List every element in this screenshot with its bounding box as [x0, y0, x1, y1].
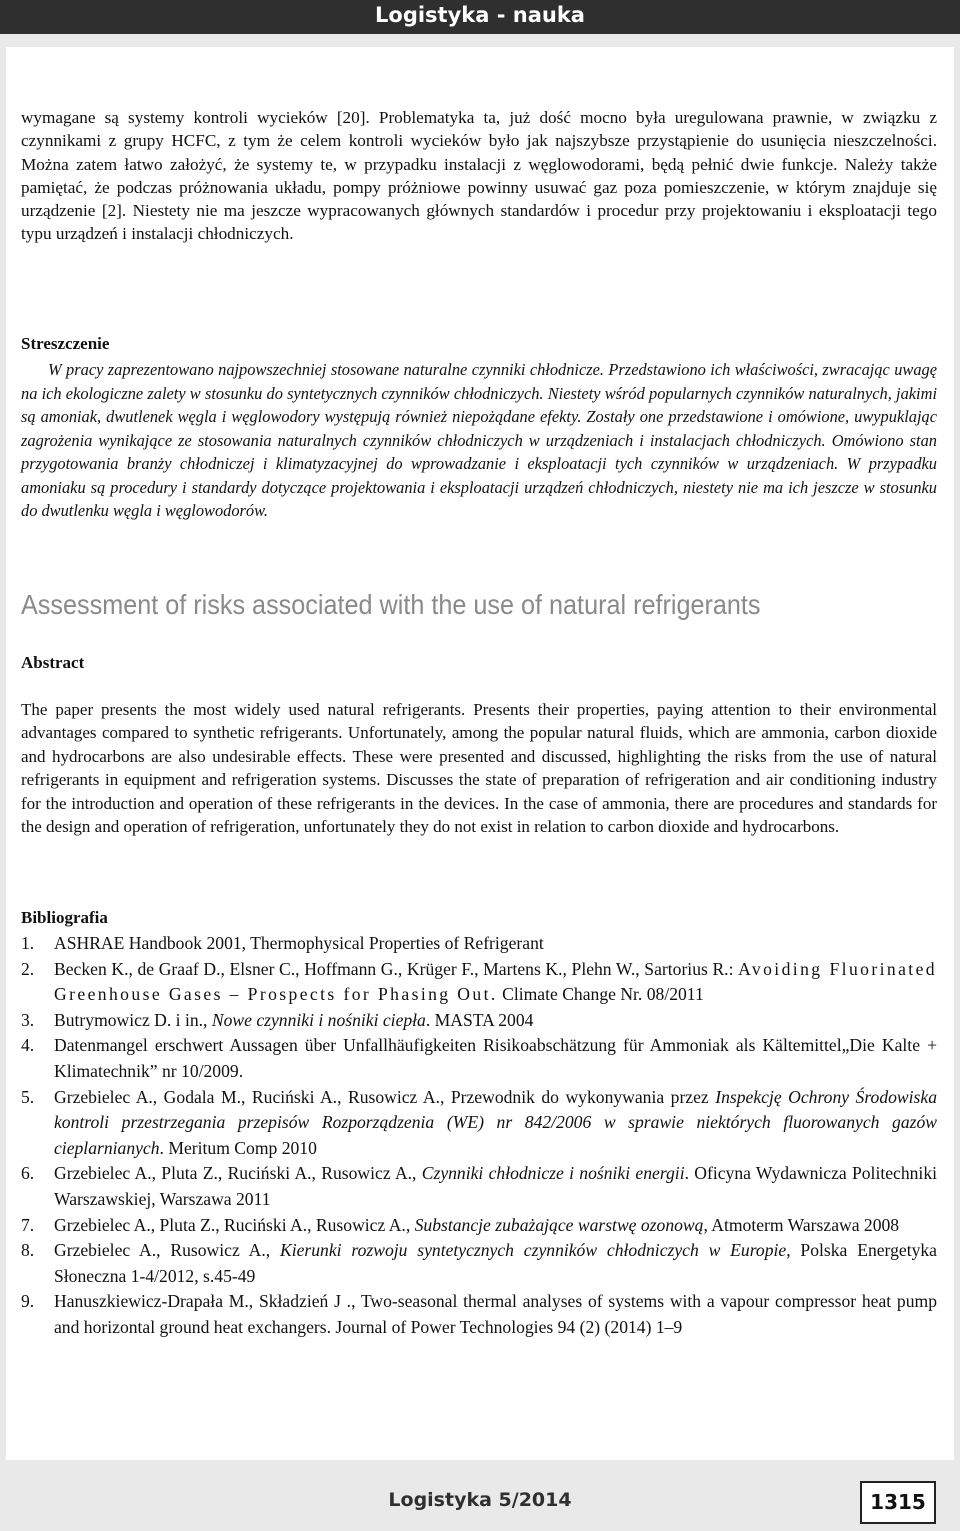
bib-rest: . Meritum Comp 2010: [159, 1137, 317, 1158]
bibliography-item: [21, 1289, 937, 1340]
abstract-heading: Abstract: [21, 653, 85, 672]
bibliography-item: [21, 1213, 937, 1239]
bibliography-item: [21, 1008, 937, 1034]
journal-header-title: Logistyka - nauka: [375, 3, 585, 27]
bib-title: Nowe czynniki i nośniki ciepła: [211, 1009, 426, 1030]
bib-text: Datenmangel erschwert Aussagen über Unfallhäufigkeiten Risikoabschätzung für Ammoniak als Kältemittel„Die Kalte + Klimatechnik” nr 10/2009.: [54, 1035, 937, 1081]
bibliography-item: [21, 1161, 937, 1212]
bib-text: ASHRAE Handbook 2001, Thermophysical Properties of Refrigerant: [54, 933, 544, 953]
bib-title: Inspekcję Ochrony Środowiska kontroli przestrzegania przepisów Rozporządzenia (WE) nr 842/2006 w sprawie niektórych fluorowanych gazów cieplarnianych: [54, 1086, 937, 1158]
bibliography-heading: Bibliografia: [21, 908, 108, 927]
streszczenie-text: W pracy zaprezentowano najpowszechniej stosowane naturalne czynniki chłodnicze. Przedstawiono ich właściwości, zwracając uwagę na ich ekologiczne zalety w stosunku do syntetycznych czynników chłodniczych. Niestety wśród popularnych czynników naturalnych, jakimi są amoniak, dwutlenek węgla i węglowodory występują również niepożądane efekty. Zostały one przedstawione i omówione, uwypuklając zagrożenia wynikające ze stosowania naturalnych czynników chłodniczych w urządzeniach i instalacjach chłodniczych. Omówiono stan przygotowania branży chłodniczej i klimatyzacyjnej do wprowadzanie i eksploatacji tych czynników w urządzeniach. W przypadku amoniaku są procedury i standardy dotyczące projektowania i eksploatacji urządzeń chłodniczych, niestety nie ma ich jeszcze w stosunku do dwutlenku węgla i węglowodorów.: [21, 360, 937, 520]
bibliography-item: [21, 1033, 937, 1084]
bib-rest: . MASTA 2004: [425, 1009, 534, 1030]
bib-authors: Butrymowicz D. i in.,: [54, 1009, 212, 1030]
bib-number: 3.: [21, 1009, 35, 1030]
bib-title: Substancje zubażające warstwę ozonową: [414, 1214, 704, 1235]
page-number: 1315: [860, 1481, 936, 1524]
bib-authors: Grzebielec A., Pluta Z., Ruciński A., Rusowicz A.,: [54, 1214, 415, 1235]
bib-authors: Grzebielec A., Godala M., Ruciński A., Rusowicz A., Przewodnik do wykonywania przez: [54, 1086, 716, 1107]
footer-journal-title: Logistyka 5/2014: [388, 1489, 572, 1511]
bib-number: 8.: [21, 1240, 35, 1261]
bib-number: 9.: [21, 1291, 35, 1312]
bib-authors: Becken K., de Graaf D., Elsner C., Hoffmann G., Krüger F., Martens K., Plehn W., Sartorius R.:: [54, 958, 734, 979]
bib-rest: , Polska Energetyka Słoneczna 1-4/2012, s.45-49: [54, 1240, 937, 1286]
bib-authors: Grzebielec A., Pluta Z., Ruciński A., Rusowicz A.,: [54, 1163, 422, 1184]
bib-rest: Climate Change Nr. 08/2011: [497, 984, 704, 1005]
bibliography-item: [21, 957, 937, 1008]
body-paragraph: wymagane są systemy kontroli wycieków [20]. Problematyka ta, już dość mocno była uregulowana prawnie, w związku z czynnikami z grupy HCFC, z tym że celem kontroli wycieków było jak najszybsze przystąpienie do usunięcia nieszczelności. Można zatem łatwo założyć, że systemy te, w przypadku instalacji z węglowodorami, będą pełnić dwie funkcje. Należy także pamiętać, że podczas próżnowania układu, pompy próżniowe powinny usuwać gaz poza pomieszczenie, w którym znajduje się urządzenie [2]. Niestety nie ma jeszcze wypracowanych głównych standardów i procedur przy projektowaniu i eksploatacji tego typu urządzeń i instalacji chłodniczych.: [21, 108, 937, 244]
bib-title: Avoiding Fluorinated Greenhouse Gases – Prospects for Phasing Out.: [54, 958, 937, 1005]
bib-title: Kierunki rozwoju syntetycznych czynników chłodniczych w Europie: [279, 1240, 787, 1261]
bib-rest: , Atmoterm Warszawa 2008: [703, 1214, 900, 1235]
bib-authors: Grzebielec A., Rusowicz A.,: [54, 1240, 280, 1261]
streszczenie-heading: Streszczenie: [21, 334, 110, 353]
bib-number: 7.: [21, 1214, 35, 1235]
bibliography-item: [21, 1085, 937, 1162]
bib-number: 6.: [21, 1163, 35, 1184]
bibliography-list: [21, 931, 937, 1341]
bib-rest: . Oficyna Wydawnicza Politechniki Warszawskiej, Warszawa 2011: [54, 1163, 937, 1209]
bibliography-item: [21, 1238, 937, 1289]
abstract-text: The paper presents the most widely used natural refrigerants. Presents their properties, paying attention to their environmental advantages compared to synthetic refrigerants. Unfortunately, among the popular natural fluids, which are ammonia, carbon dioxide and hydrocarbons are also undesirable effects. These were presented and discussed, highlighting the risks from the use of natural refrigerants in equipment and refrigeration systems. Discusses the state of preparation of refrigeration and air conditioning industry for the introduction and operation of these refrigerants in the devices. In the case of ammonia, there are procedures and standards for the design and operation of refrigeration, unfortunately they do not exist in relation to carbon dioxide and hydrocarbons.: [21, 700, 937, 837]
bib-number: 4.: [21, 1035, 35, 1056]
bib-number: 5.: [21, 1086, 35, 1107]
bib-number: 2.: [21, 958, 35, 979]
bibliography-item: [21, 931, 937, 957]
bib-title: Czynniki chłodnicze i nośniki energii: [421, 1163, 685, 1184]
bib-number: 1.: [21, 933, 35, 953]
journal-header-bar: [0, 0, 960, 34]
bib-text: Hanuszkiewicz-Drapała M., Składzień J ., Two-seasonal thermal analyses of systems with a vapour compressor heat pump and horizontal ground heat exchangers. Journal of Power Technologies 94 (2) (2014) 1–9: [54, 1291, 937, 1337]
english-title: Assessment of risks associated with the use of natural refrigerants: [21, 589, 761, 620]
